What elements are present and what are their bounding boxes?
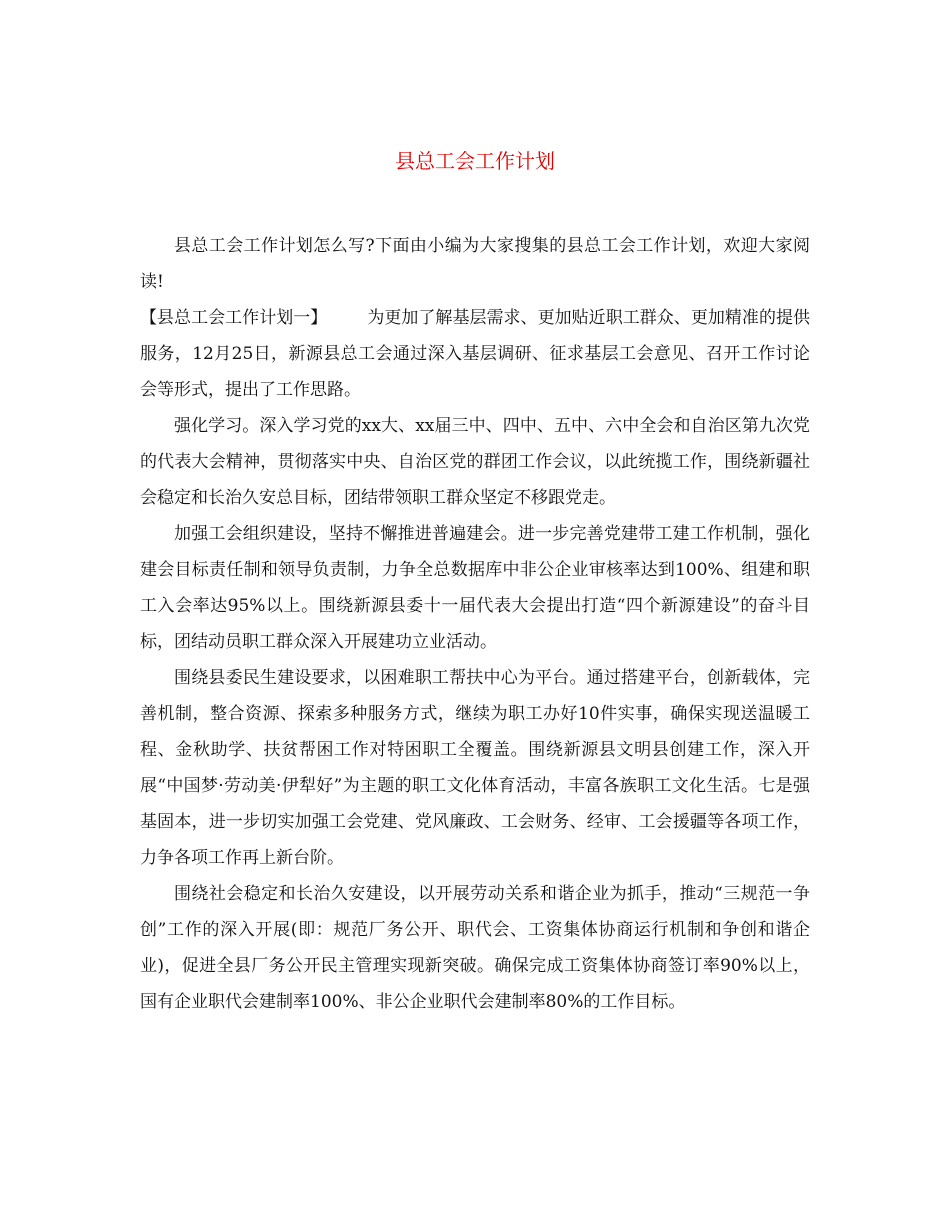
paragraph-stability: 围绕社会稳定和长治久安建设，以开展劳动关系和谐企业为抓手，推动“三规范一争创”工作的深入开展(即：规范厂务公开、职代会、工资集体协商运行机制和争创和谐企业)，促进全县厂务公开民主管理实现新突破。确保完成工资集体协商签订率90%以上，国有企业职代会建制率100%、非公企业职代会建制率80%的工作目标。 bbox=[140, 884, 810, 1012]
paragraph-livelihood: 围绕县委民生建设要求，以困难职工帮扶中心为平台。通过搭建平台，创新载体，完善机制，整合资源、探索多种服务方式，继续为职工办好10件实事，确保实现送温暖工程、金秋助学、扶贫帮困工作对特困职工全覆盖。围绕新源县文明县创建工作，深入开展“中国梦·劳动美·伊犁好”为主题的职工文化体育活动，丰富各族职工文化生活。七是强基固本，进一步切实加强工会党建、党风廉政、工会财务、经审、工会援疆等各项工作，力争各项工作再上新台阶。 bbox=[140, 668, 810, 868]
paragraph-organization: 加强工会组织建设，坚持不懈推进普遍建会。进一步完善党建带工建工作机制，强化建会目标责任制和领导负责制，力争全总数据库中非公企业审核率达到100%、组建和职工入会率达95%以上。围绕新源县委十一届代表大会提出打造“四个新源建设”的奋斗目标，团结动员职工群众深入开展建功立业活动。 bbox=[140, 524, 810, 652]
section-heading: 【县总工会工作计划一】 bbox=[140, 308, 328, 328]
document-body bbox=[140, 228, 810, 1020]
section-one-paragraph bbox=[140, 300, 810, 408]
document-title: 县总工会工作计划 bbox=[395, 149, 555, 173]
intro-paragraph: 县总工会工作计划怎么写?下面由小编为大家搜集的县总工会工作计划，欢迎大家阅读! bbox=[140, 236, 810, 292]
paragraph-text: 为更加了解基层需求、更加贴近职工群众、更加精准的提供服务，12月25日，新源县总工会通过深入基层调研、征求基层工会意见、召开工作讨论会等形式，提出了工作思路。 bbox=[140, 308, 811, 400]
paragraph-study: 强化学习。深入学习党的xx大、xx届三中、四中、五中、六中全会和自治区第九次党的代表大会精神，贯彻落实中央、自治区党的群团工作会议，以此统揽工作，围绕新疆社会稳定和长治久安总目标，团结带领职工群众坚定不移跟党走。 bbox=[140, 416, 810, 508]
